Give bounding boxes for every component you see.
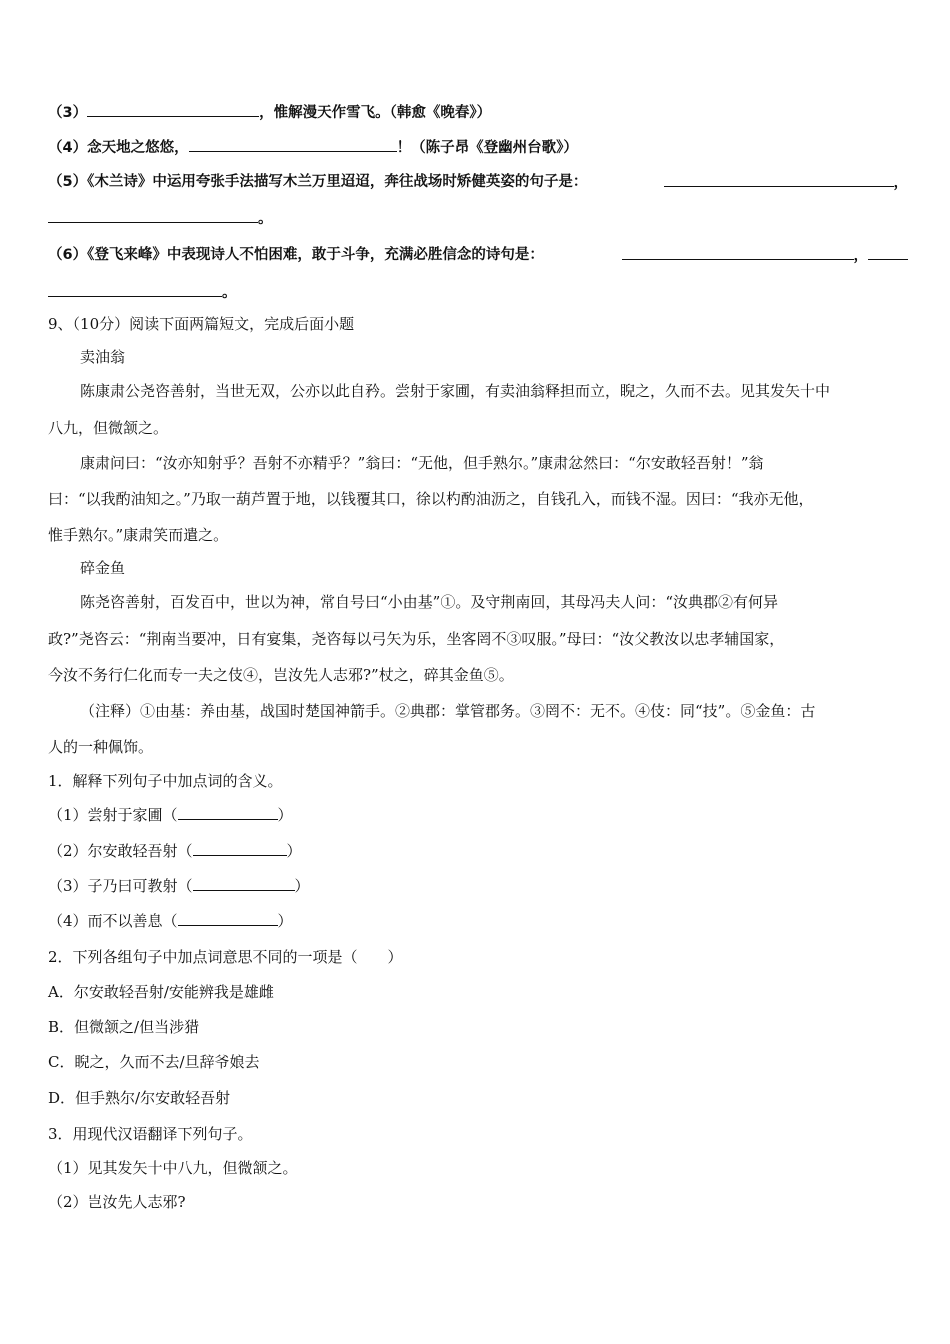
sub1-item: （1）尝射于家圃（ ）	[48, 806, 293, 824]
sub1-item: （2）尔安敢轻吾射（ ）	[48, 842, 302, 860]
answer-blank[interactable]	[87, 102, 259, 117]
sub3-item: （1）见其发矢十中八九，但微颔之。	[48, 1159, 298, 1177]
sub1-item: （3）子乃曰可教射（ ）	[48, 877, 310, 895]
sub1-item: （4）而不以善息（ ）	[48, 912, 293, 930]
passage2-line: 今汝不务行仁化而专一夫之伎④，岂汝先人志邪?”杖之，碎其金鱼⑤。	[48, 666, 514, 684]
passage1-line: 八九，但微颔之。	[48, 419, 169, 437]
fill-q6-cont: 。	[48, 282, 237, 303]
sub2-title: 2．下列各组句子中加点词意思不同的一项是（ ）	[48, 948, 403, 966]
sub1-title: 1．解释下列句子中加点词的含义。	[48, 772, 283, 790]
passage2-line: 政?”尧咨云：“荆南当要冲，日有宴集，尧咨每以弓矢为乐，坐客罔不③叹服。”母曰：“汝父教汝以忠孝辅国家，	[48, 630, 785, 648]
passage1-line: 康肃问曰：“汝亦知射乎？吾射不亦精乎？”翁曰：“无他，但手熟尔。”康肃忿然曰：“尔安敢轻吾射！”翁	[80, 454, 764, 472]
fill-q5-cont: 。	[48, 208, 273, 229]
passage1-line: 陈康肃公尧咨善射，当世无双，公亦以此自矜。尝射于家圃，有卖油翁释担而立，睨之，久而不去。见其发矢十中	[80, 382, 831, 400]
answer-blank[interactable]	[664, 172, 894, 187]
sub3-title: 3．用现代汉语翻译下列句子。	[48, 1125, 253, 1143]
fill-q4: （4）念天地之悠悠， ！（陈子昂《登幽州台歌》）	[48, 137, 578, 158]
answer-blank[interactable]	[48, 282, 222, 297]
passage1-line: 惟手熟尔。”康肃笑而遣之。	[48, 526, 229, 544]
fill-q5: （5）《木兰诗》中运用夸张手法描写木兰万里迢迢，奔往战场时矫健英姿的句子是： ，	[48, 174, 908, 191]
passage1-title: 卖油翁	[80, 348, 126, 366]
answer-blank[interactable]	[193, 841, 287, 856]
sub2-option-a[interactable]: A．尔安敢轻吾射/安能辨我是雄雌	[48, 983, 274, 1001]
fill-q6: （6）《登飞来峰》中表现诗人不怕困难，敢于斗争，充满必胜信念的诗句是： ，	[48, 245, 908, 266]
sub2-option-b[interactable]: B．但微颔之/但当涉猎	[48, 1018, 200, 1036]
answer-blank[interactable]	[193, 876, 295, 891]
answer-blank[interactable]	[868, 245, 908, 260]
passage1-line: 曰：“以我酌油知之。”乃取一葫芦置于地，以钱覆其口，徐以杓酌油沥之，自钱孔入，而钱不湿。因曰：“我亦无他，	[48, 490, 814, 508]
sub2-option-d[interactable]: D．但手熟尔/尔安敢轻吾射	[48, 1089, 231, 1107]
answer-blank[interactable]	[178, 805, 278, 820]
q9-header: 9、（10分）阅读下面两篇短文，完成后面小题	[48, 315, 355, 333]
answer-blank[interactable]	[178, 911, 278, 926]
answer-blank[interactable]	[622, 245, 854, 260]
notes-line: （注释）①由基：养由基，战国时楚国神箭手。②典郡：掌管郡务。③罔不：无不。④伎：同“技”。⑤金鱼：古	[80, 702, 816, 720]
notes-line: 人的一种佩饰。	[48, 738, 154, 756]
sub2-option-c[interactable]: C．睨之，久而不去/旦辞爷娘去	[48, 1053, 260, 1071]
passage2-line: 陈尧咨善射，百发百中，世以为神，常自号曰“小由基”①。及守荆南回，其母冯夫人问：“汝典郡②有何异	[80, 593, 779, 611]
fill-q3: （3） ，惟解漫天作雪飞。（韩愈《晚春》）	[48, 102, 491, 123]
answer-blank[interactable]	[48, 208, 258, 223]
answer-blank[interactable]	[189, 137, 397, 152]
sub3-item: （2）岂汝先人志邪?	[48, 1193, 186, 1211]
passage2-title: 碎金鱼	[80, 559, 126, 577]
